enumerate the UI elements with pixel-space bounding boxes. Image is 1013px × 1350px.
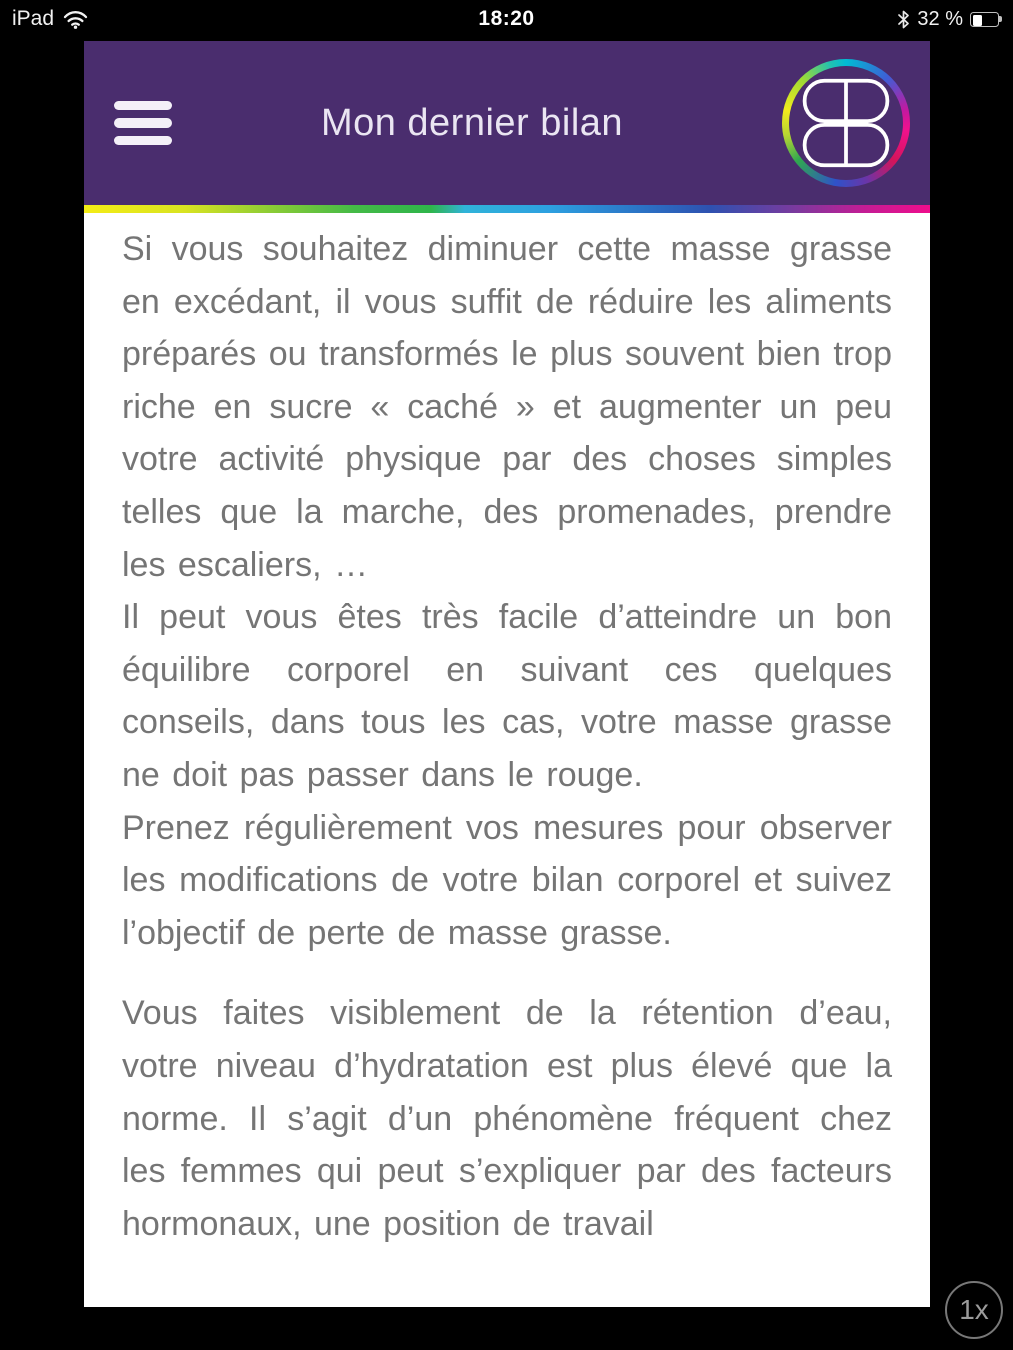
- display-scale-button[interactable]: 1x: [945, 1281, 1003, 1339]
- status-bar: [0, 0, 1013, 38]
- rainbow-divider: [84, 205, 930, 213]
- battery-percent: 32 %: [917, 7, 963, 30]
- report-paragraph: Prenez régulièrement vos mesures pour observer les modifications de votre bilan corporel et suivez l’objectif de perte de masse grasse.: [122, 808, 892, 952]
- brand-logo: [782, 59, 910, 187]
- report-paragraph: Il peut vous êtes très facile d’atteindre un bon équilibre corporel en suivant ces quelques conseils, dans tous les cas, votre masse grasse ne doit pas passer dans le rouge.: [122, 598, 892, 794]
- bluetooth-icon: [897, 10, 910, 29]
- status-clock: 18:20: [478, 7, 535, 30]
- app-header: [84, 41, 930, 205]
- app-window: [84, 41, 930, 1307]
- page-title: Mon dernier bilan: [320, 101, 624, 144]
- menu-button[interactable]: [114, 101, 172, 146]
- battery-icon: [970, 12, 1003, 27]
- report-paragraph: Si vous souhaitez diminuer cette masse grasse en excédant, il vous suffit de réduire les aliments préparés ou transformés le plus souvent bien trop riche en sucre « caché » et augmenter un peu votre activité physique par des choses simples telles que la marche, des promenades, prendre les escaliers, …: [122, 230, 892, 584]
- report-text-area[interactable]: [84, 213, 930, 1307]
- bb-logo-icon: [789, 66, 903, 180]
- report-paragraph: Vous faites visiblement de la rétention d’eau, votre niveau d’hydratation est plus élevé que la norme. Il s’agit d’un phénomène fréquent chez les femmes qui peut s’expliquer par des facteurs hormonaux, une position de travail: [122, 994, 892, 1243]
- device-label: iPad: [12, 7, 55, 30]
- hamburger-icon: [114, 101, 172, 111]
- status-right: [897, 4, 1003, 34]
